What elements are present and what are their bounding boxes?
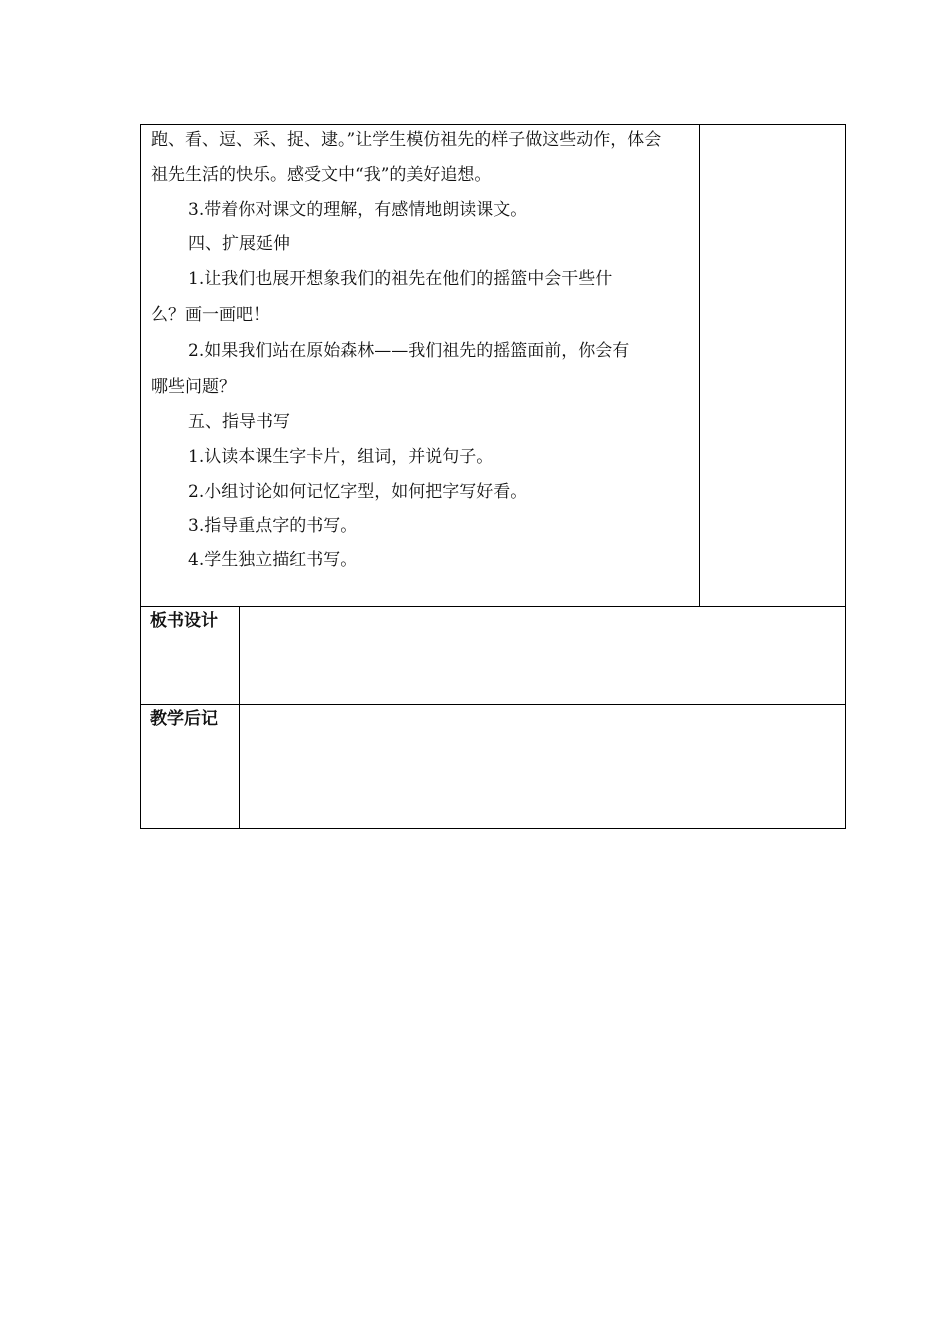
content-line: 3.带着你对课文的理解，有感情地朗读课文。	[188, 200, 528, 220]
right-column-divider	[699, 124, 700, 607]
notes-column-cell[interactable]	[701, 126, 844, 605]
content-line: 2.如果我们站在原始森林——我们祖先的摇篮面前，你会有	[188, 341, 630, 361]
content-line: 祖先生活的快乐。感受文中“我”的美好追想。	[151, 165, 492, 185]
row-divider-1	[140, 606, 846, 607]
label-column-divider	[239, 606, 240, 829]
content-line: 哪些问题？	[151, 377, 236, 397]
teaching-reflection-label: 教学后记	[150, 709, 218, 729]
content-line: 跑、看、逗、采、捉、逮。”让学生模仿祖先的样子做这些动作，体会	[151, 130, 662, 150]
row-divider-2	[140, 704, 846, 705]
board-design-content-cell[interactable]	[241, 608, 844, 703]
content-line: 3.指导重点字的书写。	[188, 516, 358, 536]
content-line: 五、指导书写	[188, 412, 290, 432]
content-line: 1.认读本课生字卡片，组词，并说句子。	[188, 447, 494, 467]
content-line: 四、扩展延伸	[188, 234, 290, 254]
board-design-label: 板书设计	[150, 611, 218, 631]
content-line: 2.小组讨论如何记忆字型，如何把字写好看。	[188, 482, 528, 502]
content-line: 4.学生独立描红书写。	[188, 550, 358, 570]
teaching-reflection-content-cell[interactable]	[241, 706, 844, 827]
content-line: 么？画一画吧！	[151, 305, 270, 325]
content-line: 1.让我们也展开想象我们的祖先在他们的摇篮中会干些什	[188, 269, 613, 289]
